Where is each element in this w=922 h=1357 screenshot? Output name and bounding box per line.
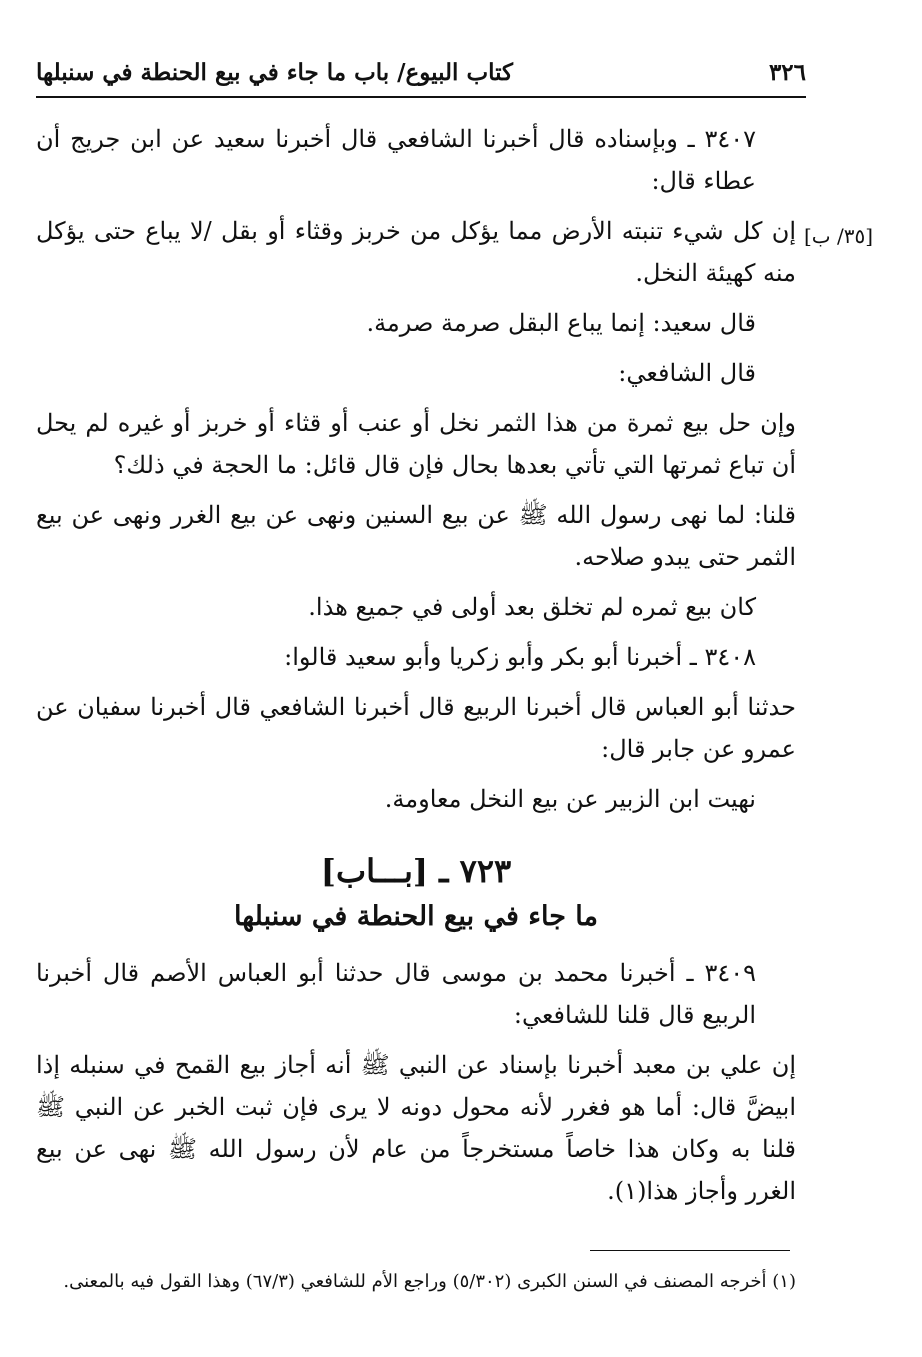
paragraph: حدثنا أبو العباس قال أخبرنا الربيع قال أخبرنا الشافعي قال أخبرنا سفيان عن عمرو عن جابر قال: xyxy=(36,693,796,763)
paragraph: قلنا: لما نهى رسول الله ﷺ عن بيع السنين ونهى عن بيع الغرر ونهى عن بيع الثمر حتى يبدو صلاحه. xyxy=(36,501,796,571)
hadith-3409: ٣٤٠٩ ـ أخبرنا محمد بن موسى قال حدثنا أبو العباس الأصم قال أخبرنا الربيع قال قلنا للشافعي: xyxy=(36,959,756,1029)
main-text xyxy=(36,118,796,1220)
footnote: (١) أخرجه المصنف في السنن الكبرى (٥/٣٠٢) وراجع الأم للشافعي (٦٧/٣) وهذا القول فيه بالمعنى. xyxy=(63,1271,796,1292)
footnote-divider xyxy=(590,1250,790,1251)
paragraph: إن علي بن معبد أخبرنا بإسناد عن النبي ﷺ أنه أجاز بيع القمح في سنبله إذا ابيضَّ قال: أما هو فغرر لأنه محول دونه لا يرى فإن ثبت الخبر عن النبي ﷺ قلنا به وكان هذا خاصاً مستخرجاً من عام لأن رسول الله ﷺ نهى عن بيع الغرر وأجاز هذا(١). xyxy=(36,1051,796,1205)
page-header xyxy=(36,48,806,98)
page-number: ٣٢٦ xyxy=(768,58,806,86)
paragraph: كان بيع ثمره لم تخلق بعد أولى في جميع هذا. xyxy=(308,593,756,621)
paragraph: إن كل شيء تنبته الأرض مما يؤكل من خربز وقثاء أو بقل /لا يباع حتى يؤكل منه كهيئة النخل. xyxy=(36,217,796,287)
paragraph: نهيت ابن الزبير عن بيع النخل معاومة. xyxy=(384,785,756,813)
paragraph: قال سعيد: إنما يباع البقل صرمة صرمة. xyxy=(366,309,756,337)
hadith-3407: ٣٤٠٧ ـ وبإسناده قال أخبرنا الشافعي قال أخبرنا سعيد عن ابن جريج أن عطاء قال: xyxy=(36,125,756,195)
chapter-heading: ٧٢٣ ـ [بـــاب] xyxy=(320,852,512,890)
hadith-3408: ٣٤٠٨ ـ أخبرنا أبو بكر وأبو زكريا وأبو سعيد قالوا: xyxy=(284,643,756,671)
paragraph: وإن حل بيع ثمرة من هذا الثمر نخل أو عنب أو قثاء أو خربز أو غيره لم يحل أن تباع ثمرتها التي تأتي بعدها بحال فإن قال قائل: ما الحجة في ذلك؟ xyxy=(36,409,796,479)
running-title: كتاب البيوع/ باب ما جاء في بيع الحنطة في سنبلها xyxy=(36,58,514,86)
paragraph: قال الشافعي: xyxy=(618,359,756,387)
chapter-subtitle: ما جاء في بيع الحنطة في سنبلها xyxy=(233,901,598,932)
manuscript-folio-marker: [٣٥/ ب] xyxy=(804,224,874,248)
